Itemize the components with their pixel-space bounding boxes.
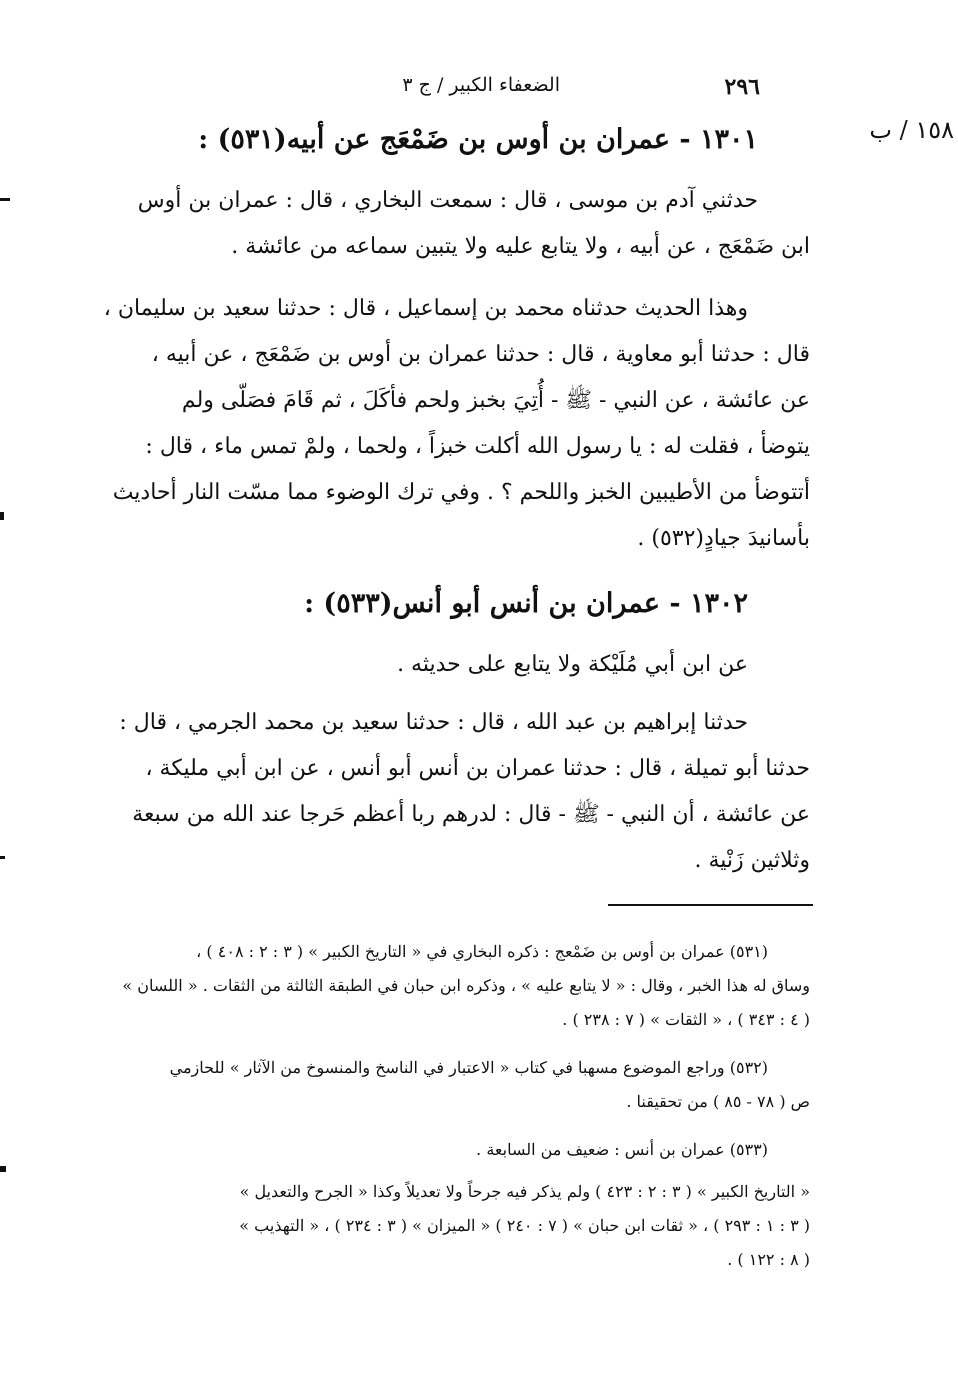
scan-edge-mark — [0, 1166, 6, 1172]
page-number: ٢٩٦ — [724, 74, 760, 100]
text-line: عن عائشة ، أن النبي - ﷺ - قال : لدرهم ربا أعظم حَرجا عند الله من سبعة — [132, 802, 810, 827]
text-line: بأسانيدَ جيادٍ(٥٣٢) . — [637, 526, 810, 551]
folio-marker: ١٥٨ / ب — [869, 116, 954, 144]
footnote-line: ص ( ٧٨ - ٨٥ ) من تحقيقنا . — [626, 1092, 810, 1111]
scan-edge-mark — [0, 198, 10, 201]
footnote-line: (٥٣٢) وراجع الموضوع مسهبا في كتاب « الاعتبار في الناسخ والمنسوخ من الآثار » للحازمي — [169, 1058, 768, 1077]
text-line: حدثني آدم بن موسى ، قال : سمعت البخاري ، قال : عمران بن أوس — [137, 188, 758, 213]
footnote-separator — [608, 904, 813, 906]
text-line: عن عائشة ، عن النبي - ﷺ - أُتِيَ بخبز ولحم فأكَلَ ، ثم قَامَ فصَلّى ولم — [181, 388, 810, 413]
text-line: يتوضأ ، فقلت له : يا رسول الله أكلت خبزاً ، ولحما ، ولمْ تمس ماء ، قال : — [145, 434, 810, 459]
text-line: حدثنا أبو تميلة ، قال : حدثنا عمران بن أنس أبو أنس ، عن ابن أبي مليكة ، — [145, 756, 810, 781]
running-title: الضعفاء الكبير / ج ٣ — [402, 74, 560, 96]
scan-edge-mark — [0, 856, 5, 859]
text-line: وهذا الحديث حدثناه محمد بن إسماعيل ، قال : حدثنا سعيد بن سليمان ، — [103, 296, 748, 321]
text-line: قال : حدثنا أبو معاوية ، قال : حدثنا عمران بن أوس بن ضَمْعَج ، عن أبيه ، — [151, 342, 810, 367]
footnote-line: ( ٣ : ١ : ٢٩٣ ) ، « ثقات ابن حبان » ( ٧ : ٢٤٠ ) « الميزان » ( ٣ : ٢٣٤ ) ، « التهذيب » — [239, 1216, 810, 1235]
footnote-line: « التاريخ الكبير » ( ٣ : ٢ : ٤٢٣ ) ولم يذكر فيه جرحاً ولا تعديلاً وكذا « الجرح والتعديل » — [239, 1182, 810, 1201]
footnote-line: وساق له هذا الخبر ، وقال : « لا يتابع عليه » ، وذكره ابن حبان في الطبقة الثالثة من الثقات . « اللسان » — [122, 976, 810, 995]
footnote-line: ( ٤ : ٣٤٣ ) ، « الثقات » ( ٧ : ٢٣٨ ) . — [562, 1010, 810, 1029]
text-line: وثلاثين زَنْية . — [694, 848, 810, 873]
text-line: أتتوضأ من الأطيبين الخبز واللحم ؟ . وفي ترك الوضوء مما مسّت النار أحاديث — [112, 480, 810, 505]
text-line: حدثنا إبراهيم بن عبد الله ، قال : حدثنا سعيد بن محمد الجرمي ، قال : — [119, 710, 748, 735]
footnote-line: (٥٣٣) عمران بن أنس : ضعيف من السابعة . — [476, 1140, 768, 1159]
text-line: ابن ضَمْعَج ، عن أبيه ، ولا يتابع عليه ولا يتبين سماعه من عائشة . — [231, 234, 810, 259]
entry-heading-1302: ١٣٠٢ - عمران بن أنس أبو أنس(٥٣٣) : — [304, 588, 748, 619]
footnote-line: (٥٣١) عمران بن أوس بن ضَمْعج : ذكره البخاري في « التاريخ الكبير » ( ٣ : ٢ : ٤٠٨ ) ، — [196, 942, 768, 961]
footnote-line: ( ٨ : ١٢٢ ) . — [727, 1250, 810, 1269]
scan-edge-mark — [0, 512, 4, 520]
entry-heading-1301: ١٣٠١ - عمران بن أوس بن ضَمْعَج عن أبيه(٥٣١) : — [198, 124, 758, 155]
text-line: عن ابن أبي مُلَيْكة ولا يتابع على حديثه . — [397, 652, 748, 677]
